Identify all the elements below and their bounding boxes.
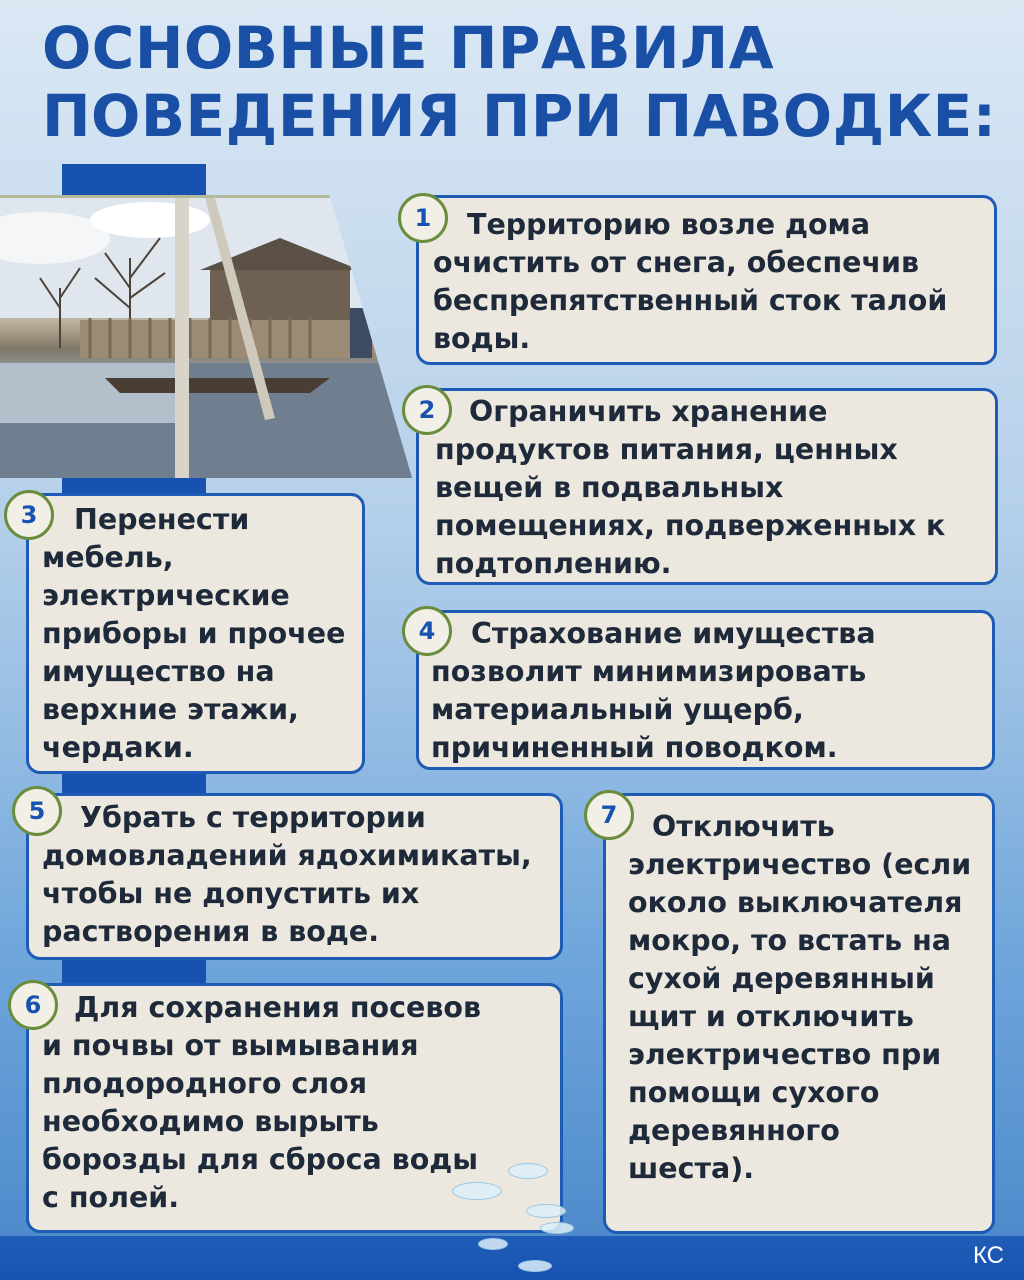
title-line-2: ПОВЕДЕНИЯ ПРИ ПАВОДКЕ: [42,82,997,150]
decor-stripe [62,772,206,794]
rule-card-7 [603,793,995,1234]
rule-card-4 [416,610,995,770]
rule-number-badge-4: 4 [402,606,452,656]
rule-number-badge-1: 1 [398,193,448,243]
rule-card-5 [26,793,563,960]
rule-number-badge-3: 3 [4,490,54,540]
rule-text-3: Перенести мебель, электрические приборы и прочее имущество на верхние этажи, чердаки. [42,503,346,764]
rule-number-badge-6: 6 [8,980,58,1030]
ice-floe [452,1182,502,1200]
ice-floe [508,1163,548,1179]
ice-floe [526,1204,566,1218]
ice-floe [518,1260,552,1272]
rule-text-2: Ограничить хранение продуктов питания, ценных вещей в подвальных помещениях, подверженных к подтоплению. [435,395,946,580]
rule-text-7: Отключить электричество (если около выключателя мокро, то встать на сухой деревянный щит и отключить электричество при помощи сухого деревянного шеста). [628,810,972,1185]
rule-number-badge-5: 5 [12,786,62,836]
footer-band [0,1236,1024,1280]
rule-text-6: Для сохранения посевов и почвы от вымывания плодородного слоя необходимо вырыть борозды для сброса воды с полей. [42,991,482,1214]
rule-text-4: Страхование имущества позволит минимизировать материальный ущерб, причиненный поводком. [431,617,876,764]
ice-floe [478,1238,508,1250]
rule-text-5: Убрать с территории домовладений ядохимикаты, чтобы не допустить их растворения в воде. [42,801,532,948]
footer-mark: КС [972,1242,1004,1269]
title-line-1: ОСНОВНЫЕ ПРАВИЛА [42,14,775,82]
rule-card-2 [416,388,998,585]
flood-photo [0,195,412,478]
rule-number-badge-7: 7 [584,790,634,840]
ice-floe [540,1222,574,1234]
decor-stripe [62,164,206,198]
rule-card-1 [416,195,997,365]
rule-card-3 [26,493,365,774]
page-title [42,14,1002,150]
rule-number-badge-2: 2 [402,385,452,435]
decor-stripe [62,960,206,984]
flood-scene-illustration [0,198,412,478]
rule-text-1: Территорию возле дома очистить от снега, обеспечив беспрепятственный сток талой воды. [433,208,948,355]
